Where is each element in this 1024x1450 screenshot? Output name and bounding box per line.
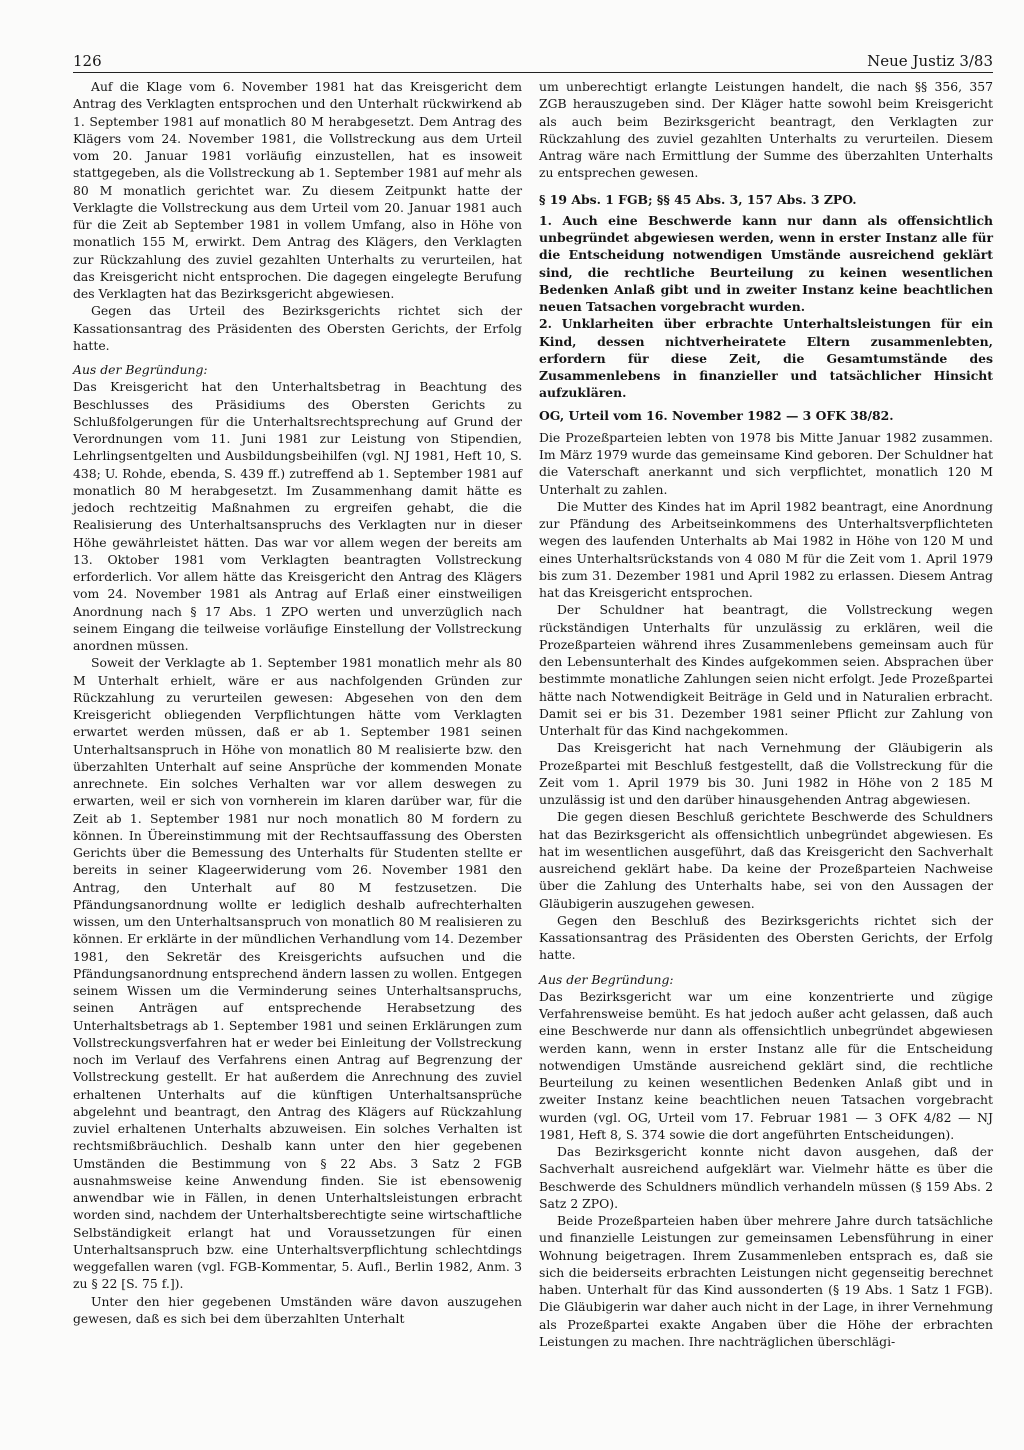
right-column [539,78,993,1350]
paragraph: Das Bezirksgericht war um eine konzentrierte und zügige Verfahrensweise bemüht. Es hat jedoch außer acht gelassen, daß auch eine Beschwerde nur dann als offensichtlich unbegründet abgewiesen werden kann, wenn in erster Instanz alle für die Entscheidung notwendigen Umstände ausreichend geklärt sind, die rechtliche Beurteilung zu keinen wesentlichen Bedenken Anlaß gibt und in zweiter Instanz keine beachtlichen neuen Tatsachen vorgebracht wurden (vgl. OG, Urteil vom 17. Februar 1981 — 3 OFK 4/82 — NJ 1981, Heft 8, S. 374 sowie die dort angeführten Entscheidungen). [539,988,993,1142]
paragraph: Soweit der Verklagte ab 1. September 1981 monatlich mehr als 80 M Unterhalt erhielt, wäre er aus nachfolgenden Gründen zur Rückzahlung zu verurteilen gewesen: Abgesehen von den dem Kreisgericht obliegenden Verpflichtungen hätte vom Verklagten erwartet werden müssen, daß er ab 1. September 1981 seinen Unterhaltsanspruch in Höhe von monatlich 80 M realisierte bzw. den überzahlten Unterhalt auf seine Ansprüche der kommenden Monate anrechnete. Ein solches Verhalten war vor allem deswegen zu erwarten, weil er sich von vornherein im klaren darüber war, für die Zeit ab 1. September 1981 nur noch monatlich 80 M fordern zu können. In Übereinstimmung mit der Rechtsauffassung des Obersten Gerichts über die Bemessung des Unterhalts für Studenten stellte er bereits in seiner Klageerwiderung vom 26. November 1981 den Antrag, den Unterhalt auf 80 M festzusetzen. Die Pfändungsanordnung wollte er lediglich deshalb aufrechterhalten wissen, um den Unterhaltsanspruch von monatlich 80 M realisieren zu können. Er erklärte in der mündlichen Verhandlung vom 14. Dezember 1981, den Sekretär des Kreisgerichts aufsuchen und die Pfändungsanordnung entsprechend ändern lassen zu wollen. Entgegen seinem Wissen um die Verminderung seines Unterhaltsanspruchs, seinen Anträgen auf entsprechende Herabsetzung des Unterhaltsbetrags ab 1. September 1981 und seinen Erklärungen zum Vollstreckungsverfahren hat er weder bei Einleitung der Vollstreckung noch im Verlauf des Verfahrens einen Antrag auf Begrenzung der Vollstreckung gestellt. Er hat außerdem die Anrechnung des zuviel erhaltenen Unterhalts auf die künftigen Unterhaltsansprüche abgelehnt und beantragt, den Antrag des Klägers auf Rückzahlung zuviel erhaltenen Unterhalts abzuweisen. Ein solches Verhalten ist rechtsmißbräuchlich. Deshalb kann unter den hier gegebenen Umständen die Bestimmung von § 22 Abs. 3 Satz 2 FGB ausnahmsweise keine Anwendung finden. Sie ist ebensowenig anwendbar wie in Fällen, in denen Unterhaltsleistungen erbracht worden sind, nachdem der Unterhaltsberechtigte seine wirtschaftliche Selbständigkeit erlangt hat und Voraussetzungen für einen Unterhaltsanspruch bzw. eine Unterhaltsverpflichtung schlechtdings weggefallen waren (vgl. FGB-Kommentar, 5. Aufl., Berlin 1982, Anm. 3 zu § 22 [S. 75 f.]). [73,655,522,1292]
paragraph: 2. Unklarheiten über erbrachte Unterhaltsleistungen für ein Kind, dessen nichtverheiratete Eltern zusammenlebten, erfordern für diese Zeit, die Gesamtumstände des Zusammenlebens in finanzieller und tatsächlicher Hinsicht aufzuklären. [539,316,993,401]
paragraph: Der Schuldner hat beantragt, die Vollstreckung wegen rückständigen Unterhalts für unzulässig zu erklären, weil die Prozeßparteien während ihres Zusammenlebens gemeinsam auch für den Lebensunterhalt des Kindes aufgekommen seien. Absprachen über bestimmte monatliche Zahlungen seien nicht erfolgt. Jede Prozeßpartei hätte nach Notwendigkeit Beiträge in Geld und in Naturalien erbracht. Damit sei er bis 31. Dezember 1981 seiner Pflicht zur Zahlung von Unterhalt für das Kind nachgekommen. [539,602,993,738]
paragraph: Das Kreisgericht hat nach Vernehmung der Gläubigerin als Prozeßpartei mit Beschluß festgestellt, daß die Vollstreckung für die Zeit vom 1. April 1979 bis 30. Juni 1982 in Höhe von 2 185 M unzulässig ist und den darüber hinausgehenden Antrag abgewiesen. [539,740,993,807]
paragraph: Gegen das Urteil des Bezirksgerichts richtet sich der Kassationsantrag des Präsidenten des Obersten Gerichts, der Erfolg hatte. [73,303,522,353]
paragraph: Das Bezirksgericht konnte nicht davon ausgehen, daß der Sachverhalt ausreichend aufgeklärt war. Vielmehr hätte es über die Beschwerde des Schuldners mündlich verhandeln müssen (§ 159 Abs. 2 Satz 2 ZPO). [539,1144,993,1211]
paragraph: Beide Prozeßparteien haben über mehrere Jahre durch tatsächliche und finanzielle Leistungen zur gemeinsamen Lebensführung in einer Wohnung beigetragen. Ihrem Zusammenleben entsprach es, daß sie sich die beiderseits erbrachten Leistungen nicht gegenseitig berechnet haben. Unterhalt für das Kind aussonderten (§ 19 Abs. 1 Satz 1 FGB). Die Gläubigerin war daher auch nicht in der Lage, in ihrer Vernehmung als Prozeßpartei exakte Angaben über die Höhe der erbrachten Leistungen zu machen. Ihre nachträglichen überschlägi- [539,1213,993,1349]
left-column [73,78,522,1327]
paragraph: Aus der Begründung: [539,971,674,987]
paragraph: Unter den hier gegebenen Umständen wäre davon auszugehen gewesen, daß es sich bei dem überzahlten Unterhalt [73,1293,522,1326]
paragraph: Die Mutter des Kindes hat im April 1982 beantragt, eine Anordnung zur Pfändung des Arbeitseinkommens des Unterhaltsverpflichteten wegen des laufenden Unterhalts ab Mai 1982 in Höhe von 120 M und eines Unterhaltsrückstands von 4 080 M für die Zeit vom 1. April 1979 bis zum 31. Dezember 1981 und April 1982 zu erlassen. Diesem Antrag hat das Kreisgericht entsprochen. [539,498,993,600]
paragraph: OG, Urteil vom 16. November 1982 — 3 OFK 38/82. [539,407,894,423]
paragraph: um unberechtigt erlangte Leistungen handelt, die nach §§ 356, 357 ZGB herauszugeben sind. Der Kläger hatte sowohl beim Kreisgericht als auch beim Bezirksgericht beantragt, den Verklagten zur Rückzahlung des zuviel gezahlten Unterhalts zu verurteilen. Diesem Antrag wäre nach Ermittlung der Summe des überzahlten Unterhalts zu entsprechen gewesen. [539,79,993,181]
paragraph: 1. Auch eine Beschwerde kann nur dann als offensichtlich unbegründet abgewiesen werden, wenn in erster Instanz alle für die Entscheidung notwendigen Umstände ausreichend geklärt sind, die rechtliche Beurteilung zu keinen wesentlichen Bedenken Anlaß gibt und in zweiter Instanz keine beachtlichen neuen Tatsachen vorgebracht wurden. [539,212,993,314]
paragraph: Gegen den Beschluß des Bezirksgerichts richtet sich der Kassationsantrag des Präsidenten des Obersten Gerichts, der Erfolg hatte. [539,912,993,963]
paragraph: Die gegen diesen Beschluß gerichtete Beschwerde des Schuldners hat das Bezirksgericht als offensichtlich unbegründet abgewiesen. Es hat im wesentlichen ausgeführt, daß das Kreisgericht den Sachverhalt ausreichend geklärt habe. Da keine der Prozeßparteien Nachweise über die Zahlung des Unterhalts habe, sei von den Aussagen der Gläubigerin auszugehen gewesen. [539,809,993,911]
paragraph: Aus der Begründung: [73,362,208,377]
paragraph: Auf die Klage vom 6. November 1981 hat das Kreisgericht dem Antrag des Verklagten entsprochen und den Unterhalt rückwirkend ab 1. September 1981 auf monatlich 80 M herabgesetzt. Dem Antrag des Klägers vom 24. November 1981, die Vollstreckung aus dem Urteil vom 20. Januar 1981 vorläufig einzustellen, hat es insoweit stattgegeben, als die Vollstreckung ab 1. September 1981 auf mehr als 80 M monatlich gerichtet war. Zu diesem Zeitpunkt hatte der Verklagte die Vollstreckung aus dem Urteil vom 20. Januar 1981 auch für die Zeit ab September 1981 in vollem Umfang, also in Höhe von monatlich 155 M, erwirkt. Dem Antrag des Klägers, den Verklagten zur Rückzahlung des zuviel gezahlten Unterhalts zu verurteilen, hat das Kreisgericht nicht entsprochen. Die dagegen eingelegte Berufung des Verklagten hat das Bezirksgericht abgewiesen. [73,79,522,301]
paragraph: Das Kreisgericht hat den Unterhaltsbetrag in Beachtung des Beschlusses des Präsidiums des Obersten Gerichts zu Schlußfolgerungen für die Unterhaltsrechtsprechung auf Grund der Verordnungen vom 11. Juni 1981 zur Leistung von Stipendien, Lehrlingsentgelten und Ausbildungsbeihilfen (vgl. NJ 1981, Heft 10, S. 438; U. Rohde, ebenda, S. 439 ff.) zutreffend ab 1. September 1981 auf monatlich 80 M herabgesetzt. Im Zusammenhang damit hätte es jedoch rechtzeitig Maßnahmen zu ergreifen gehabt, die die Realisierung des Unterhaltsanspruchs des Verklagten nur in dieser Höhe gewährleistet hätten. Das war vor allem wegen der bereits am 13. Oktober 1981 vom Verklagten beantragten Vollstreckung erforderlich. Vor allem hätte das Kreisgericht den Antrag des Klägers vom 24. November 1981 als Antrag auf Erlaß einer einstweiligen Anordnung nach § 17 Abs. 1 ZPO werten und unverzüglich nach seinem Eingang die teilweise vorläufige Einstellung der Vollstreckung anordnen müssen. [73,379,522,653]
journal-issue: Neue Justiz 3/83 [867,52,993,70]
paragraph: Die Prozeßparteien lebten von 1978 bis Mitte Januar 1982 zusammen. Im März 1979 wurde das gemeinsame Kind geboren. Der Schuldner hat die Vaterschaft anerkannt und sich verpflichtet, monatlich 120 M Unterhalt zu zahlen. [539,429,993,497]
page-header [73,50,993,73]
paragraph: § 19 Abs. 1 FGB; §§ 45 Abs. 3, 157 Abs. 3 ZPO. [539,191,857,207]
page-number: 126 [73,52,102,70]
